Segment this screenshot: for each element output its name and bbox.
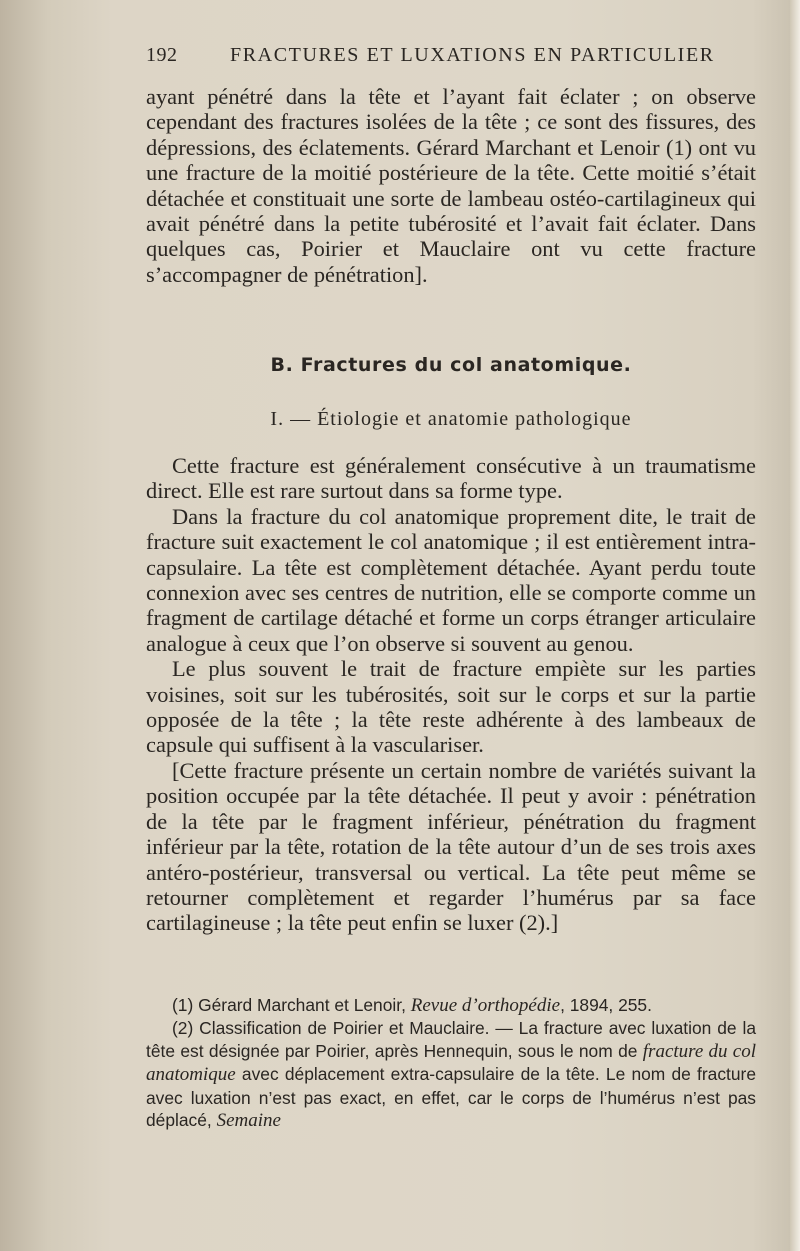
continued-paragraph bbox=[146, 84, 756, 287]
footnote-1 bbox=[146, 994, 756, 1017]
footnote-2 bbox=[146, 1017, 756, 1132]
paragraph-4: [Cette fracture présente un certain nombre de variétés suivant la position occupée par la tête détachée. Il peut y avoir : pénétration de la tête par le fragment inférieur, pénétration du fragment inférieur par la tête, rotation de la tête autour d’un de ses trois axes antéro-postérieur, transversal ou vertical. La tête peut même se retourner complètement et regarder l’humérus par sa face cartilagineuse ; la tête peut enfin se luxer (2).] bbox=[146, 757, 756, 936]
paragraph-1: Cette fracture est généralement consécutive à un traumatisme direct. Elle est rare surtout dans sa forme type. bbox=[146, 453, 756, 504]
footnote-2-text-cont: avec déplacement extra-capsulaire de la tête. Le nom de fracture avec luxation n’est pas exact, en effet, car le corps de l’humérus n’est pas déplacé, bbox=[146, 1064, 756, 1131]
running-title: FRACTURES ET LUXATIONS EN PARTICULIER bbox=[230, 44, 715, 66]
footnote-2-text: (2) Classification de Poirier et Mauclaire. — La fracture avec luxation de la tête est désignée par Poirier, après Hennequin, sous le nom de bbox=[146, 1018, 756, 1061]
footnotes bbox=[146, 994, 756, 1132]
footnote-1-ref: , 1894, 255. bbox=[560, 995, 652, 1015]
paragraph-3: Le plus souvent le trait de fracture empiète sur les parties voisines, soit sur les tubérosités, soit sur le corps et sur la partie opposée de la tête ; la tête reste adhérente à des lambeaux de capsule qui suffisent à la vasculariser. bbox=[146, 656, 756, 758]
main-text bbox=[146, 453, 756, 936]
paragraph-text: ayant pénétré dans la tête et l’ayant fait éclater ; on observe cependant des fractures isolées de la tête ; ce sont des fissures, des dépressions, des éclatements. Gérard Marchant et Lenoir (1) ont vu une fracture de la moitié postérieure de la tête. Cette moitié s’était détachée et constituait une sorte de lambeau ostéo-cartilagineux qui avait pénétré dans la petite tubérosité et l’avait fait éclater. Dans quelques cas, Poirier et Mauclaire ont vu cette fracture s’accompagner de pénétration]. bbox=[146, 84, 756, 287]
chapter-subheading: I. — Étiologie et anatomie pathologique bbox=[270, 408, 632, 430]
paragraph-2: Dans la fracture du col anatomique proprement dite, le trait de fracture suit exactement le col anatomique ; il est entièrement intra-capsulaire. La tête est complètement détachée. Ayant perdu toute connexion avec ses centres de nutrition, elle se comporte comme un fragment de cartilage détaché et forme un corps étranger articulaire analogue à ceux que l’on observe si souvent au genou. bbox=[146, 503, 756, 656]
footnote-2-term: fracture du col anatomique bbox=[146, 1040, 757, 1086]
section-heading: B. Fractures du col anatomique. bbox=[270, 354, 632, 376]
footnote-2-journal: Semaine bbox=[216, 1110, 281, 1132]
footnote-1-journal: Revue d’orthopédie bbox=[410, 995, 561, 1016]
page-number: 192 bbox=[146, 44, 178, 66]
footnote-1-text: (1) Gérard Marchant et Lenoir, bbox=[172, 995, 411, 1015]
page-edge bbox=[790, 0, 800, 1251]
